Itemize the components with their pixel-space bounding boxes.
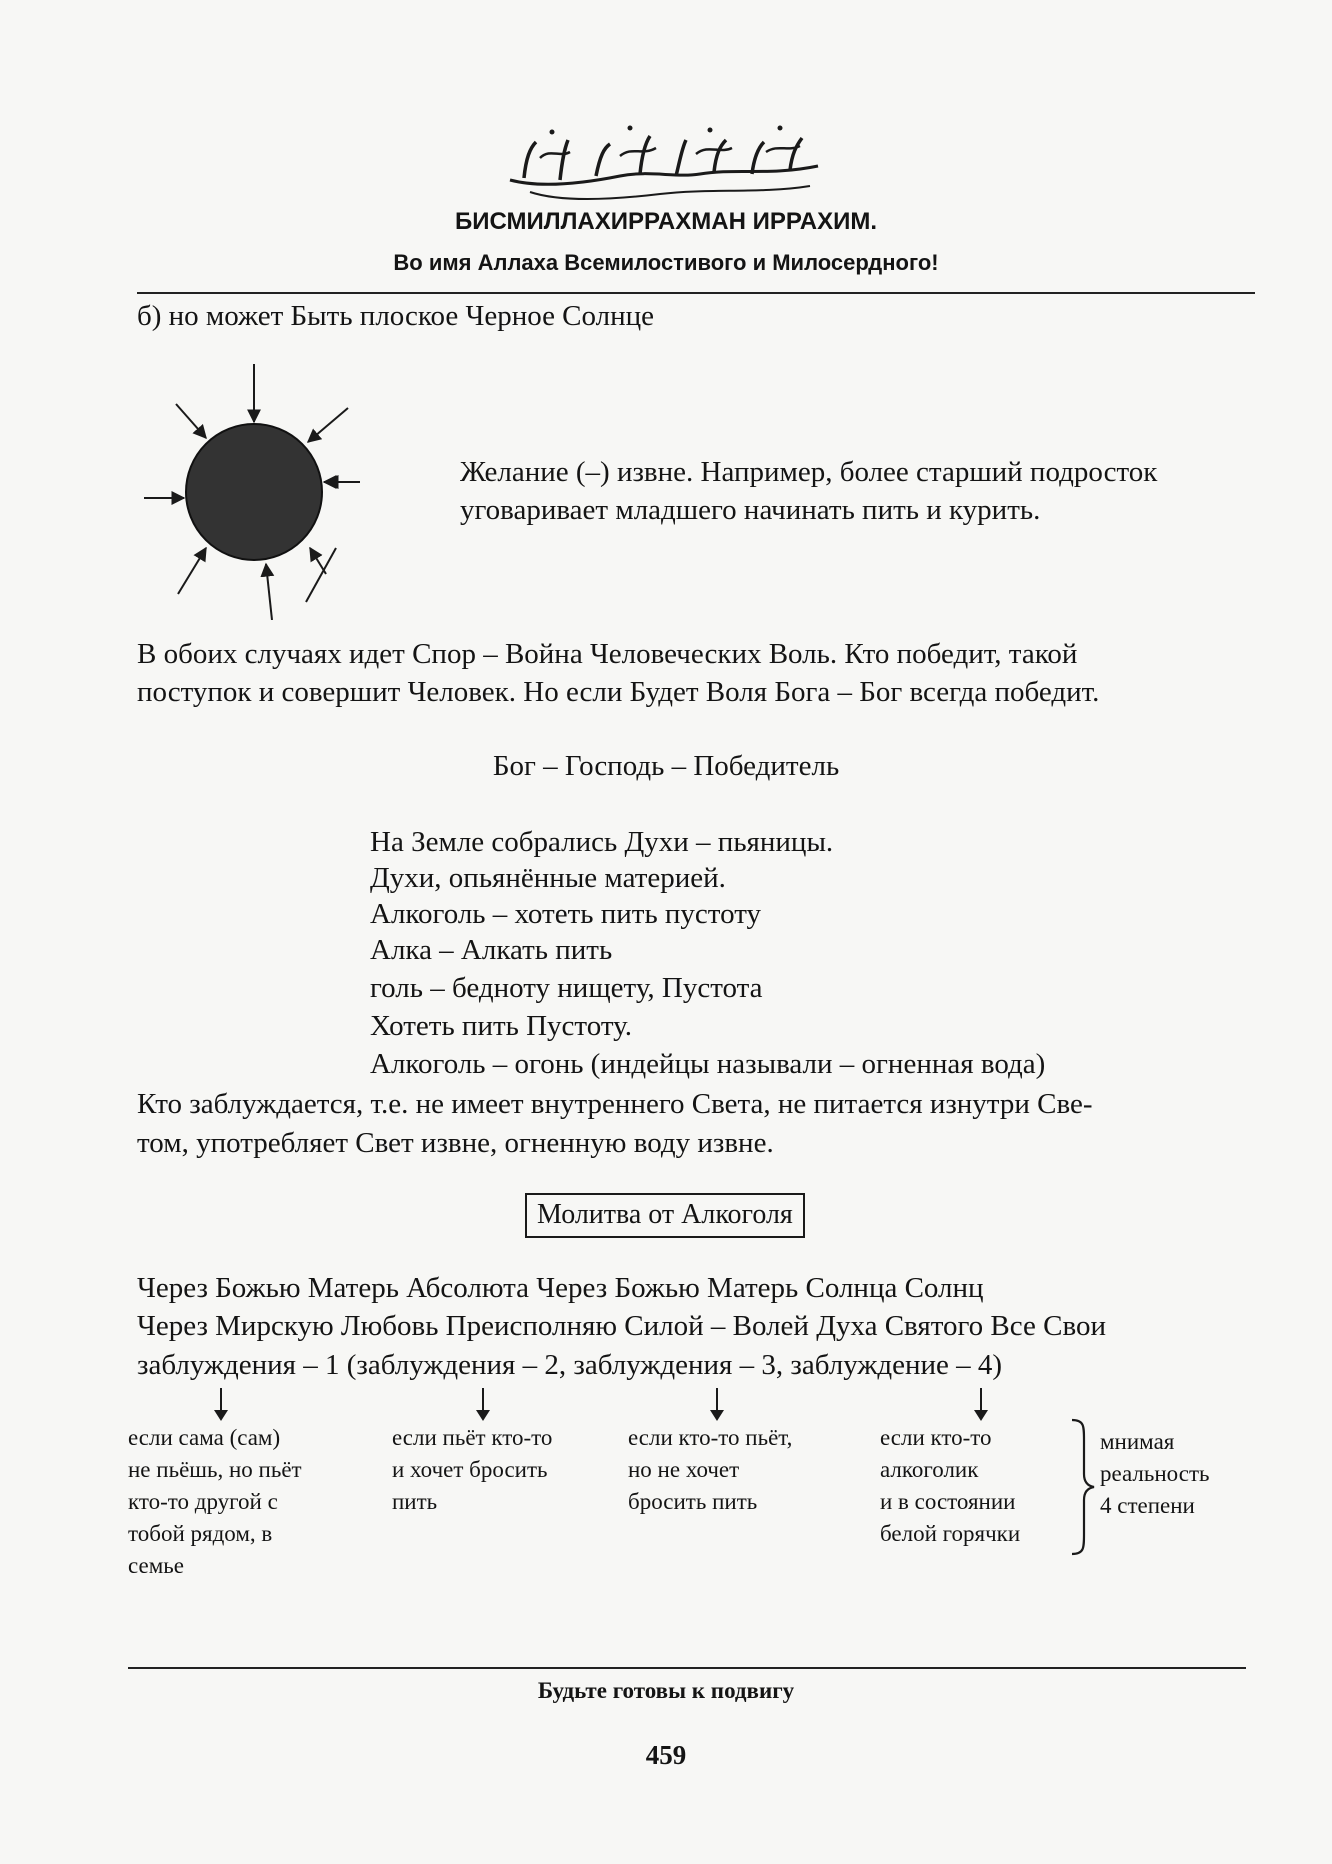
header-divider [137,292,1255,294]
poem-line: Алкоголь – хотеть пить пустоту [370,898,762,930]
poem-line: На Земле собрались Духи – пьяницы. [370,826,834,858]
prayer-line: Через Мирскую Любовь Преисполняю Силой – Волей Духа Святого Все Свои [137,1310,1106,1342]
down-arrow-icon [707,1388,727,1422]
lord-line: Бог – Господь – Победитель [492,750,840,782]
black-sun-diagram [120,358,360,620]
desire-line: уговаривает младшего начинать пить и курить. [460,494,1041,526]
poem-line: Хотеть пить Пустоту. [370,1010,632,1042]
curly-brace-icon [1068,1416,1098,1558]
poem-line: Алка – Алкать пить [370,934,613,966]
prayer-line: заблуждения – 1 (заблуждения – 2, заблуждения – 3, заблуждение – 4) [137,1349,1003,1381]
footer-slogan: Будьте готовы к подвигу [537,1678,795,1703]
wanders-line: том, употребляет Свет извне, огненную воду извне. [137,1127,774,1159]
down-arrow-icon [473,1388,493,1422]
poem-line: голь – бедноту нищету, Пустота [370,972,763,1004]
bismillah-calligraphy [500,118,830,208]
down-arrow-icon [971,1388,991,1422]
prayer-line: Через Божью Матерь Абсолюта Через Божью Матерь Солнца Солнц [137,1272,984,1304]
page-number: 459 [645,1740,687,1770]
degree-3-text: если кто-то пьёт, но не хочет бросить пить [628,1425,793,1514]
degree-2-text: если пьёт кто-то и хочет бросить пить [392,1425,553,1514]
desire-line: Желание (–) извне. Например, более старший подросток [460,456,1158,488]
header-title: БИСМИЛЛАХИРРАХМАН ИРРАХИМ. [454,208,877,235]
header-subtitle: Во имя Аллаха Всемилостивого и Милосердного! [393,250,939,275]
section-b-line: б) но может Быть плоское Черное Солнце [137,300,655,332]
degree-4-text: если кто-то алкоголик и в состоянии белой горячки [880,1425,1021,1546]
imaginary-reality-note: мнимая реальность 4 степени [1100,1429,1210,1518]
poem-line: Алкоголь – огонь (индейцы называли – огненная вода) [370,1048,1046,1080]
paragraph-line: В обоих случаях идет Спор – Война Человеческих Воль. Кто победит, такой [137,638,1078,670]
wanders-line: Кто заблуждается, т.е. не имеет внутреннего Света, не питается изнутри Све- [137,1088,1093,1120]
paragraph-line: поступок и совершит Человек. Но если Будет Воля Бога – Бог всегда победит. [137,676,1100,708]
prayer-title: Молитва от Алкоголя [525,1193,805,1238]
poem-line: Духи, опьянённые материей. [370,862,726,894]
footer-divider [128,1667,1246,1669]
degree-1-text: если сама (сам) не пьёшь, но пьёт кто-то другой с тобой рядом, в семье [128,1425,302,1578]
down-arrow-icon [211,1388,231,1422]
